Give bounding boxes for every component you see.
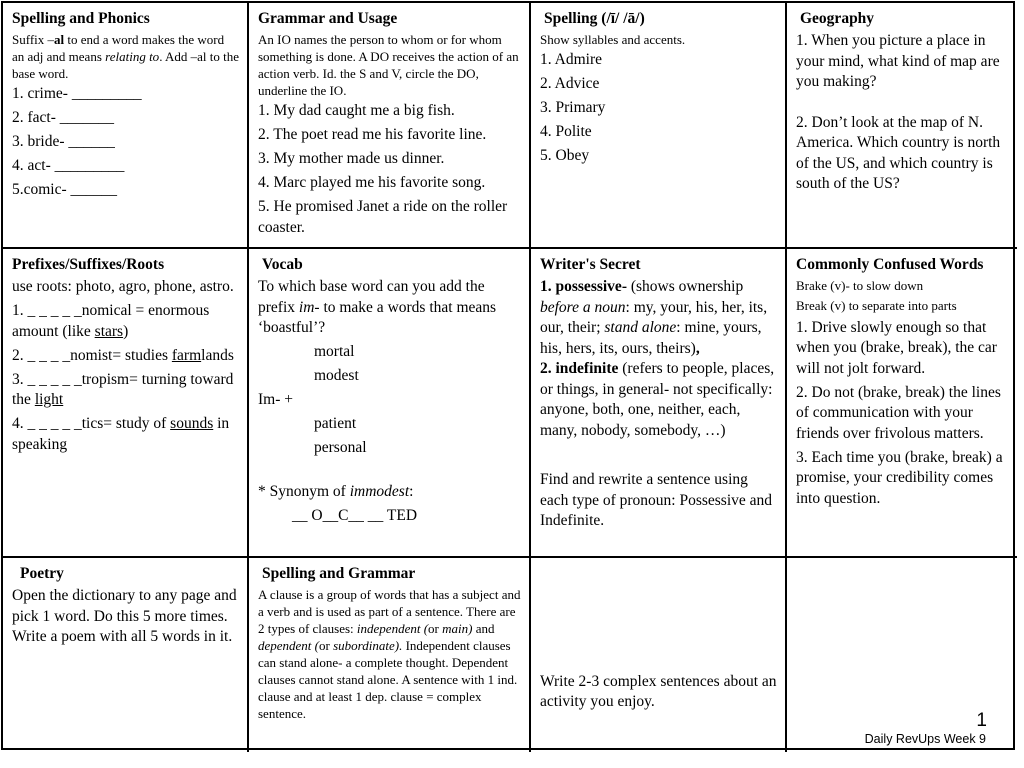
cell-vocab bbox=[249, 249, 531, 558]
word-option: personal bbox=[314, 439, 367, 456]
instructions: Suffix –al to end a word makes the word an adj and means relating to. Add –al to the base word. bbox=[12, 32, 239, 81]
word-option: mortal bbox=[314, 343, 355, 360]
synonym-puzzle: __ O__C__ __ TED bbox=[292, 507, 418, 524]
question: 3. Each time you (brake, break) a promise, your credibility comes into question. bbox=[796, 448, 1003, 507]
word-option: patient bbox=[314, 415, 357, 432]
cell-footer bbox=[787, 558, 1017, 752]
question: To which base word can you add the prefix im- to make a words that means ‘boastful’? bbox=[258, 278, 497, 336]
intro: use roots: photo, agro, phone, astro. bbox=[12, 278, 234, 295]
cell-spelling-vowels bbox=[531, 3, 787, 249]
list-item: 3. Primary bbox=[540, 99, 606, 116]
cell-geography bbox=[787, 3, 1017, 249]
cell-title: Geography bbox=[800, 10, 875, 27]
list-item: 3. _ _ _ _ _tropism= turning toward the light bbox=[12, 370, 234, 408]
definition: Break (v) to separate into parts bbox=[796, 298, 957, 313]
instructions: Show syllables and accents. bbox=[540, 32, 686, 47]
list-item: 2. Advice bbox=[540, 75, 600, 92]
footer-label: Daily RevUps Week 9 bbox=[864, 732, 986, 746]
list-item: 4. _ _ _ _ _tics= study of sounds in speaking bbox=[12, 415, 230, 453]
list-item: 1. _ _ _ _ _nomical = enormous amount (like stars) bbox=[12, 302, 210, 340]
cell-writers-secret bbox=[531, 249, 787, 558]
cell-title: Vocab bbox=[262, 256, 303, 273]
list-item: 2. fact- _______ bbox=[12, 109, 115, 126]
cell-title: Commonly Confused Words bbox=[796, 256, 984, 273]
definition: Brake (v)- to slow down bbox=[796, 278, 924, 293]
list-item: 2. _ _ _ _nomist= studies farmlands bbox=[12, 346, 234, 364]
question: 1. When you picture a place in your mind, what kind of map are you making? bbox=[796, 32, 1000, 90]
definition-indefinite: 2. indefinite (refers to people, places, or things, in general- not specifically: anyone, both, one, neither, each, many, nobody, somebody, …) bbox=[540, 360, 775, 439]
page-number: 1 bbox=[976, 710, 987, 731]
synonym-prompt: * Synonym of immodest: bbox=[258, 483, 414, 500]
list-item: 3. bride- ______ bbox=[12, 133, 115, 150]
prefix-label: Im- + bbox=[258, 391, 293, 408]
cell-title: Grammar and Usage bbox=[258, 10, 398, 27]
cell-confused-words bbox=[787, 249, 1017, 558]
cell-title: Poetry bbox=[20, 565, 64, 582]
cell-title: Writer's Secret bbox=[540, 256, 641, 273]
revups-grid bbox=[1, 1, 1015, 750]
instructions: An IO names the person to whom or for whom something is done. A DO receives the action of an action verb. Id. the S and V, circle the DO, underline the IO. bbox=[258, 32, 519, 98]
cell-spelling-grammar bbox=[249, 558, 531, 752]
cell-prefixes bbox=[3, 249, 249, 558]
explanation: A clause is a group of words that has a subject and a verb and is used as part of a sentence. There are 2 types of clauses: independent (or main) and dependent (or subordinate). Independent clauses can stand alone- a complete thought. Dependent clauses cannot stand alone. A sentence with 1 ind. clause and at least 1 dep. clause = complex sentence. bbox=[258, 587, 521, 721]
list-item: 1. crime- _________ bbox=[12, 85, 142, 102]
prompt: Write 2-3 complex sentences about an activity you enjoy. bbox=[540, 672, 777, 710]
list-item: 5. Obey bbox=[540, 147, 590, 164]
question: 1. Drive slowly enough so that when you (brake, break), the car will not jolt forward. bbox=[796, 318, 997, 377]
task: Find and rewrite a sentence using each type of pronoun: Possessive and Indefinite. bbox=[540, 471, 773, 529]
list-item: 3. My mother made us dinner. bbox=[258, 150, 445, 167]
list-item: 5. He promised Janet a ride on the roller coaster. bbox=[258, 198, 508, 236]
cell-complex-sentences bbox=[531, 558, 787, 752]
cell-poetry bbox=[3, 558, 249, 752]
cell-title: Spelling and Phonics bbox=[12, 10, 150, 27]
list-item: 2. The poet read me his favorite line. bbox=[258, 126, 487, 143]
prompt: Open the dictionary to any page and pick 1 word. Do this 5 more times. Write a poem with all 5 words in it. bbox=[12, 587, 237, 645]
cell-spelling-phonics bbox=[3, 3, 249, 249]
list-item: 4. Polite bbox=[540, 123, 592, 140]
cell-title: Spelling (/ī/ /ā/) bbox=[544, 10, 645, 27]
cell-grammar-usage bbox=[249, 3, 531, 249]
question: 2. Do not (brake, break) the lines of communication with your friends over frivolous matters. bbox=[796, 383, 1001, 442]
definition-possessive: 1. possessive- (shows ownership before a noun: my, your, his, her, its, our, their; stand alone: mine, yours, his, hers, its, ours, theirs), bbox=[540, 278, 768, 357]
cell-title: Spelling and Grammar bbox=[262, 565, 416, 582]
list-item: 4. act- _________ bbox=[12, 157, 125, 174]
question: 2. Don’t look at the map of N. America. Which country is north of the US, and which country is south of the US? bbox=[796, 113, 1001, 192]
cell-title: Prefixes/Suffixes/Roots bbox=[12, 256, 165, 273]
list-item: 1. Admire bbox=[540, 51, 602, 68]
word-option: modest bbox=[314, 367, 359, 384]
list-item: 4. Marc played me his favorite song. bbox=[258, 174, 486, 191]
list-item: 5.comic- ______ bbox=[12, 181, 118, 198]
list-item: 1. My dad caught me a big fish. bbox=[258, 102, 455, 119]
